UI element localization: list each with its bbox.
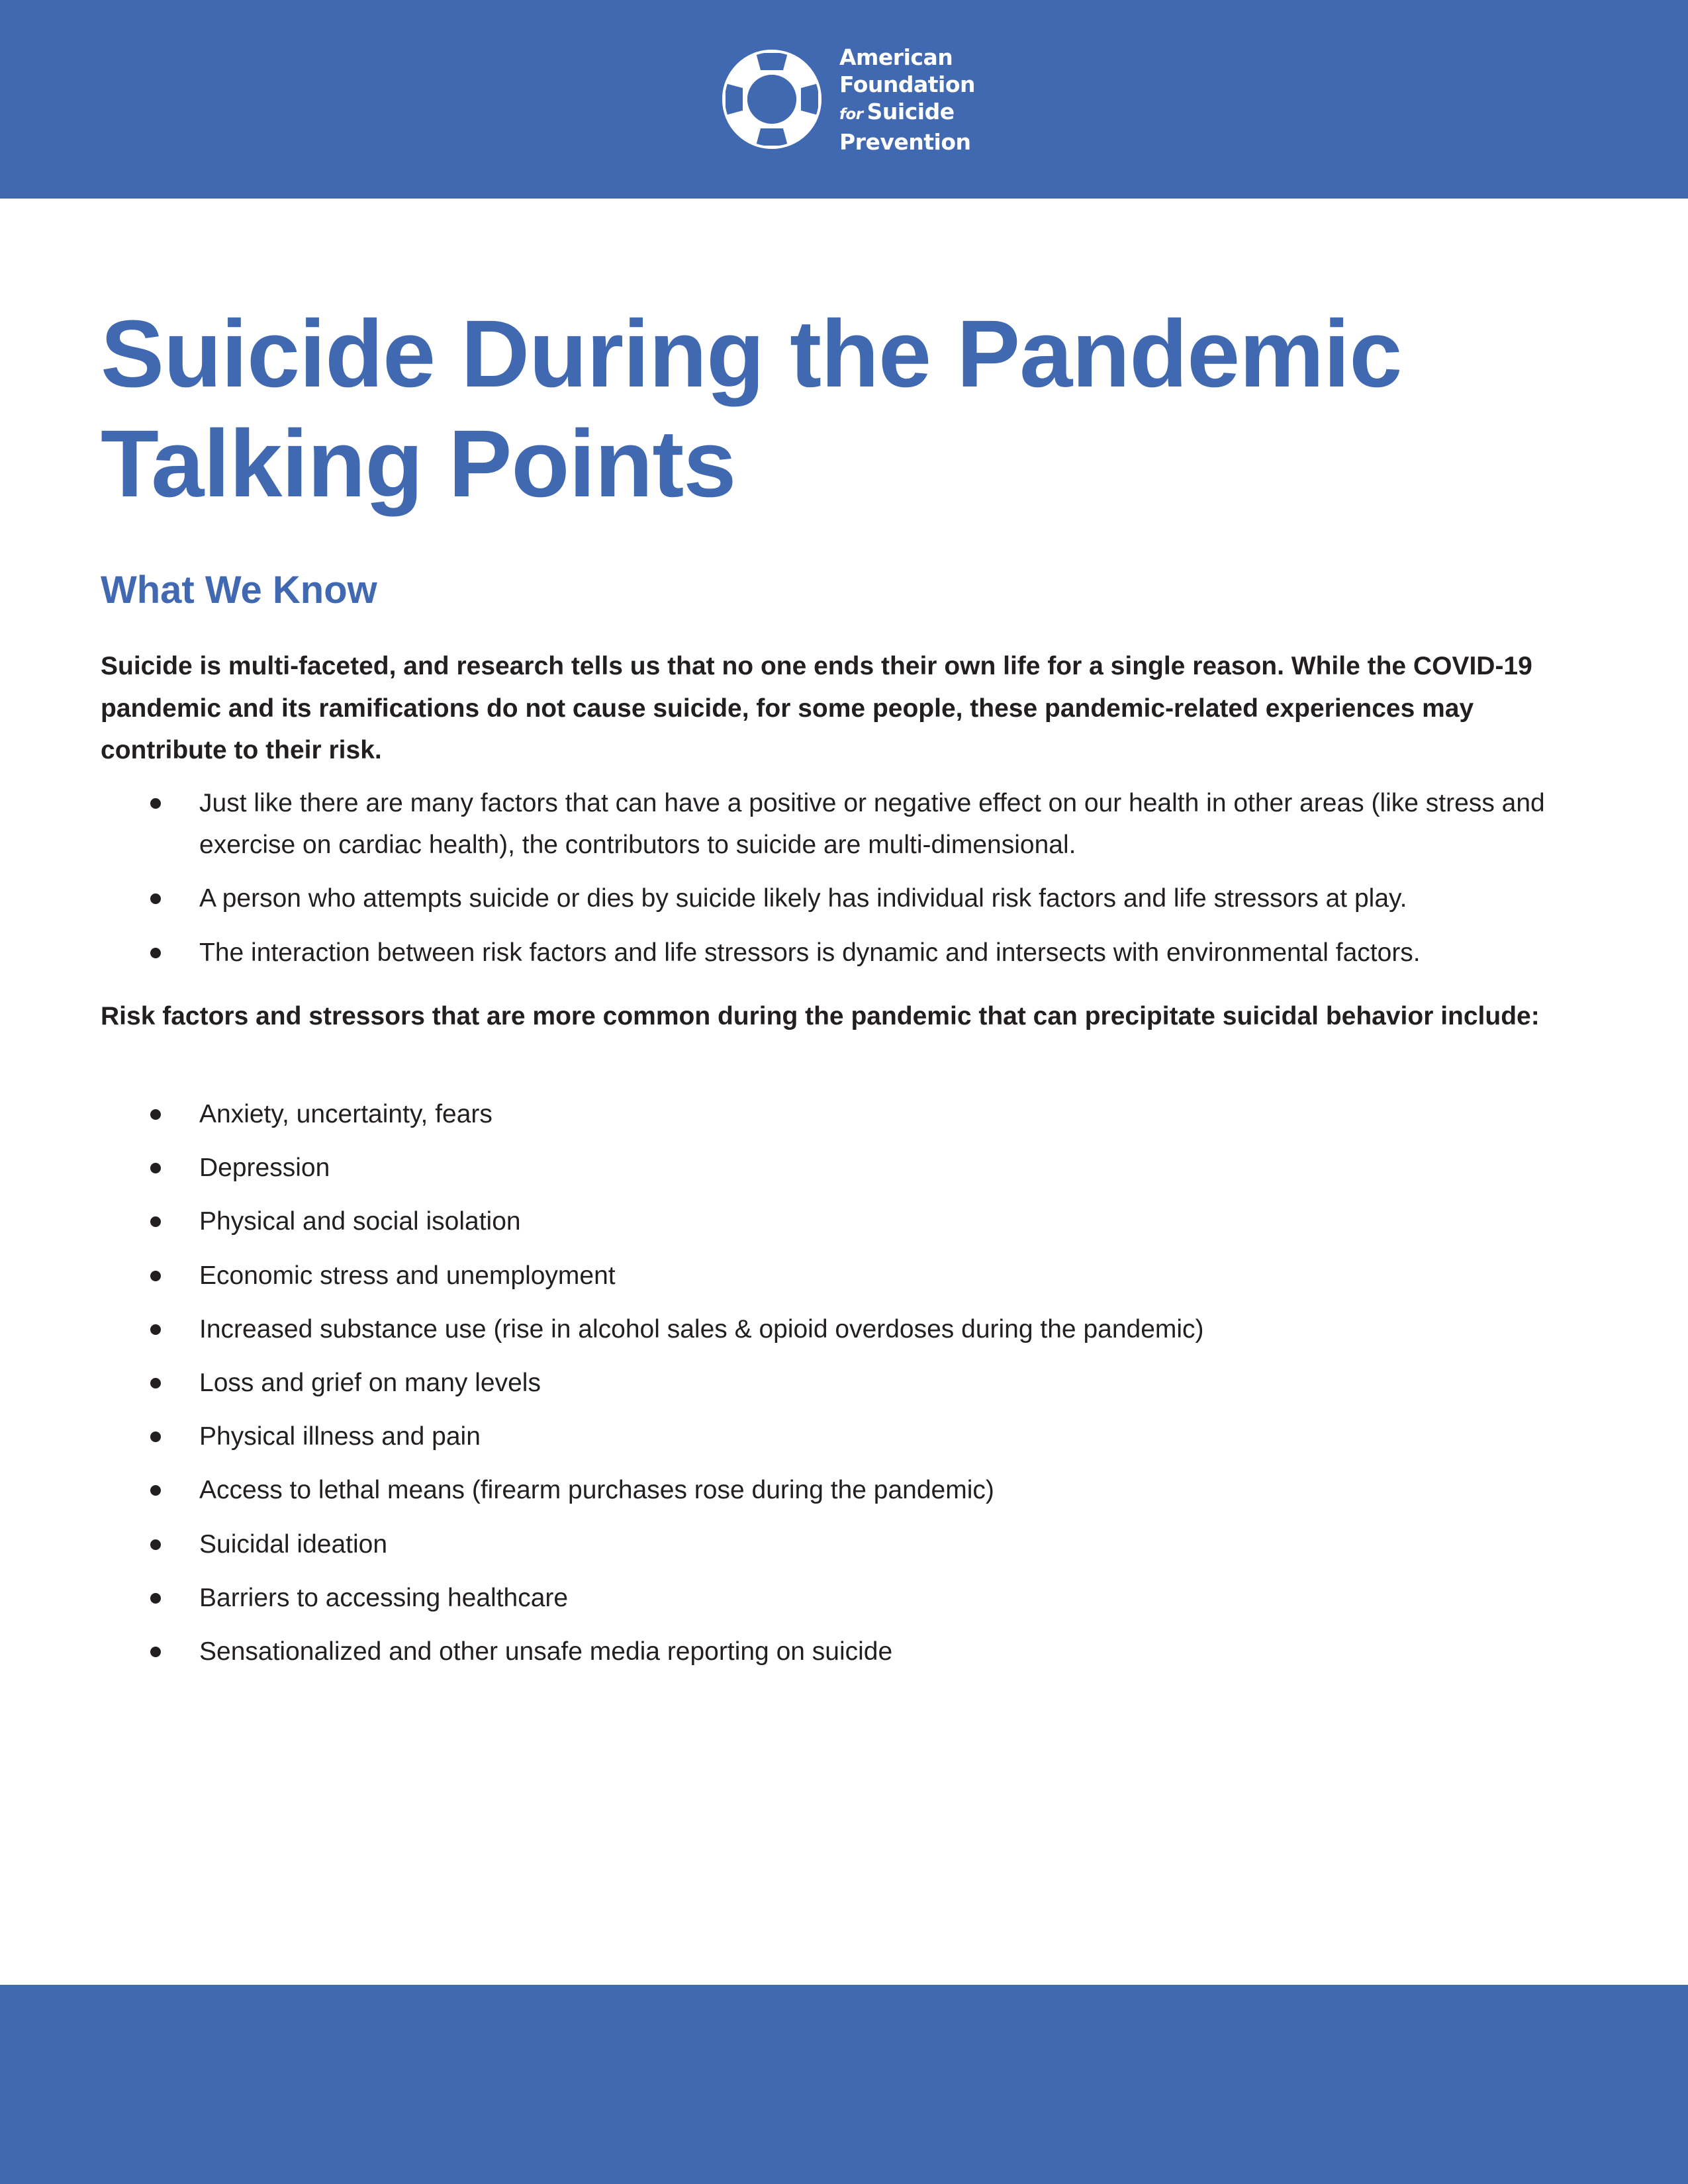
org-name-for: for xyxy=(839,105,863,123)
org-name-line-4: Prevention xyxy=(839,128,971,155)
list-item-text: Economic stress and unemployment xyxy=(199,1261,616,1290)
list-item-text: The interaction between risk factors and life stressors is dynamic and intersects with environmental factors. xyxy=(199,938,1421,967)
bullet-icon xyxy=(150,948,161,958)
bullet-icon xyxy=(150,1647,161,1657)
list-item-text: Access to lethal means (firearm purchases rose during the pandemic) xyxy=(199,1476,994,1505)
list-item xyxy=(101,1416,1590,1457)
bullet-icon xyxy=(150,1324,161,1335)
bullet-icon xyxy=(150,1378,161,1388)
header-band xyxy=(0,0,1688,199)
bullet-icon xyxy=(150,1539,161,1550)
list-item-text: Depression xyxy=(199,1154,330,1183)
list-item xyxy=(101,1255,1590,1297)
list-item xyxy=(101,1469,1590,1511)
list-item xyxy=(101,1201,1590,1242)
list-item-text: Loss and grief on many levels xyxy=(199,1368,541,1397)
list-item-text: Sensationalized and other unsafe media reporting on suicide xyxy=(199,1637,893,1666)
list-item-text: Suicidal ideation xyxy=(199,1529,388,1559)
list-item xyxy=(101,878,1590,919)
list-item-text: Anxiety, uncertainty, fears xyxy=(199,1100,492,1128)
org-name-line-3 xyxy=(839,98,975,128)
section-heading-what-we-know: What We Know xyxy=(101,569,377,612)
risk-factors-list xyxy=(101,1093,1590,1684)
list-item-text: Barriers to accessing healthcare xyxy=(199,1583,569,1612)
list-item-text: Just like there are many factors that can have a positive or negative effect on our health in other areas (like stress and exercise on cardiac health), the contributors to suicide are multi-dimensional. xyxy=(199,789,1545,859)
list-item xyxy=(101,1308,1590,1350)
bullet-icon xyxy=(150,1593,161,1604)
bullet-icon xyxy=(150,1271,161,1281)
afsp-logo xyxy=(720,44,976,155)
list-item-text: Physical and social isolation xyxy=(199,1207,521,1236)
lifebuoy-icon xyxy=(720,48,823,151)
footer-band xyxy=(0,1985,1688,2184)
list-item xyxy=(101,1577,1590,1619)
list-item xyxy=(101,1147,1590,1189)
bullet-icon xyxy=(150,1109,161,1120)
list-item xyxy=(101,782,1590,866)
list-item xyxy=(101,1524,1590,1565)
page-title xyxy=(101,299,1401,519)
org-name-line-2: Foundation xyxy=(839,71,976,97)
page-title-line-1: Suicide During the Pandemic xyxy=(101,300,1402,407)
list-item-text: Physical illness and pain xyxy=(199,1422,481,1451)
list-item-text: A person who attempts suicide or dies by suicide likely has individual risk factors and life stressors at play. xyxy=(199,884,1407,913)
bullet-icon xyxy=(150,1216,161,1227)
bullet-icon xyxy=(150,798,161,809)
intro-paragraph: Suicide is multi-faceted, and research tells us that no one ends their own life for a single reason. While the COVID-19 pandemic and its ramifications do not cause suicide, for some people, these pandemic-related experiences may contribute to their risk. xyxy=(101,652,1532,764)
bullet-icon xyxy=(150,1485,161,1496)
list-item xyxy=(101,1093,1590,1135)
org-name xyxy=(839,44,975,156)
bullet-icon xyxy=(150,1432,161,1442)
bullet-icon xyxy=(150,893,161,904)
org-name-line-1: American xyxy=(839,44,953,70)
bullet-icon xyxy=(150,1163,161,1173)
list-item-text: Increased substance use (rise in alcohol sales & opioid overdoses during the pandemic) xyxy=(199,1314,1204,1343)
risk-factors-intro: Risk factors and stressors that are more common during the pandemic that can precipitate suicidal behavior include: xyxy=(101,1002,1540,1030)
list-item xyxy=(101,932,1590,974)
page-title-line-2: Talking Points xyxy=(101,410,736,517)
key-points-list xyxy=(101,782,1590,985)
list-item xyxy=(101,1631,1590,1672)
org-name-suicide: Suicide xyxy=(867,98,955,124)
list-item xyxy=(101,1362,1590,1404)
